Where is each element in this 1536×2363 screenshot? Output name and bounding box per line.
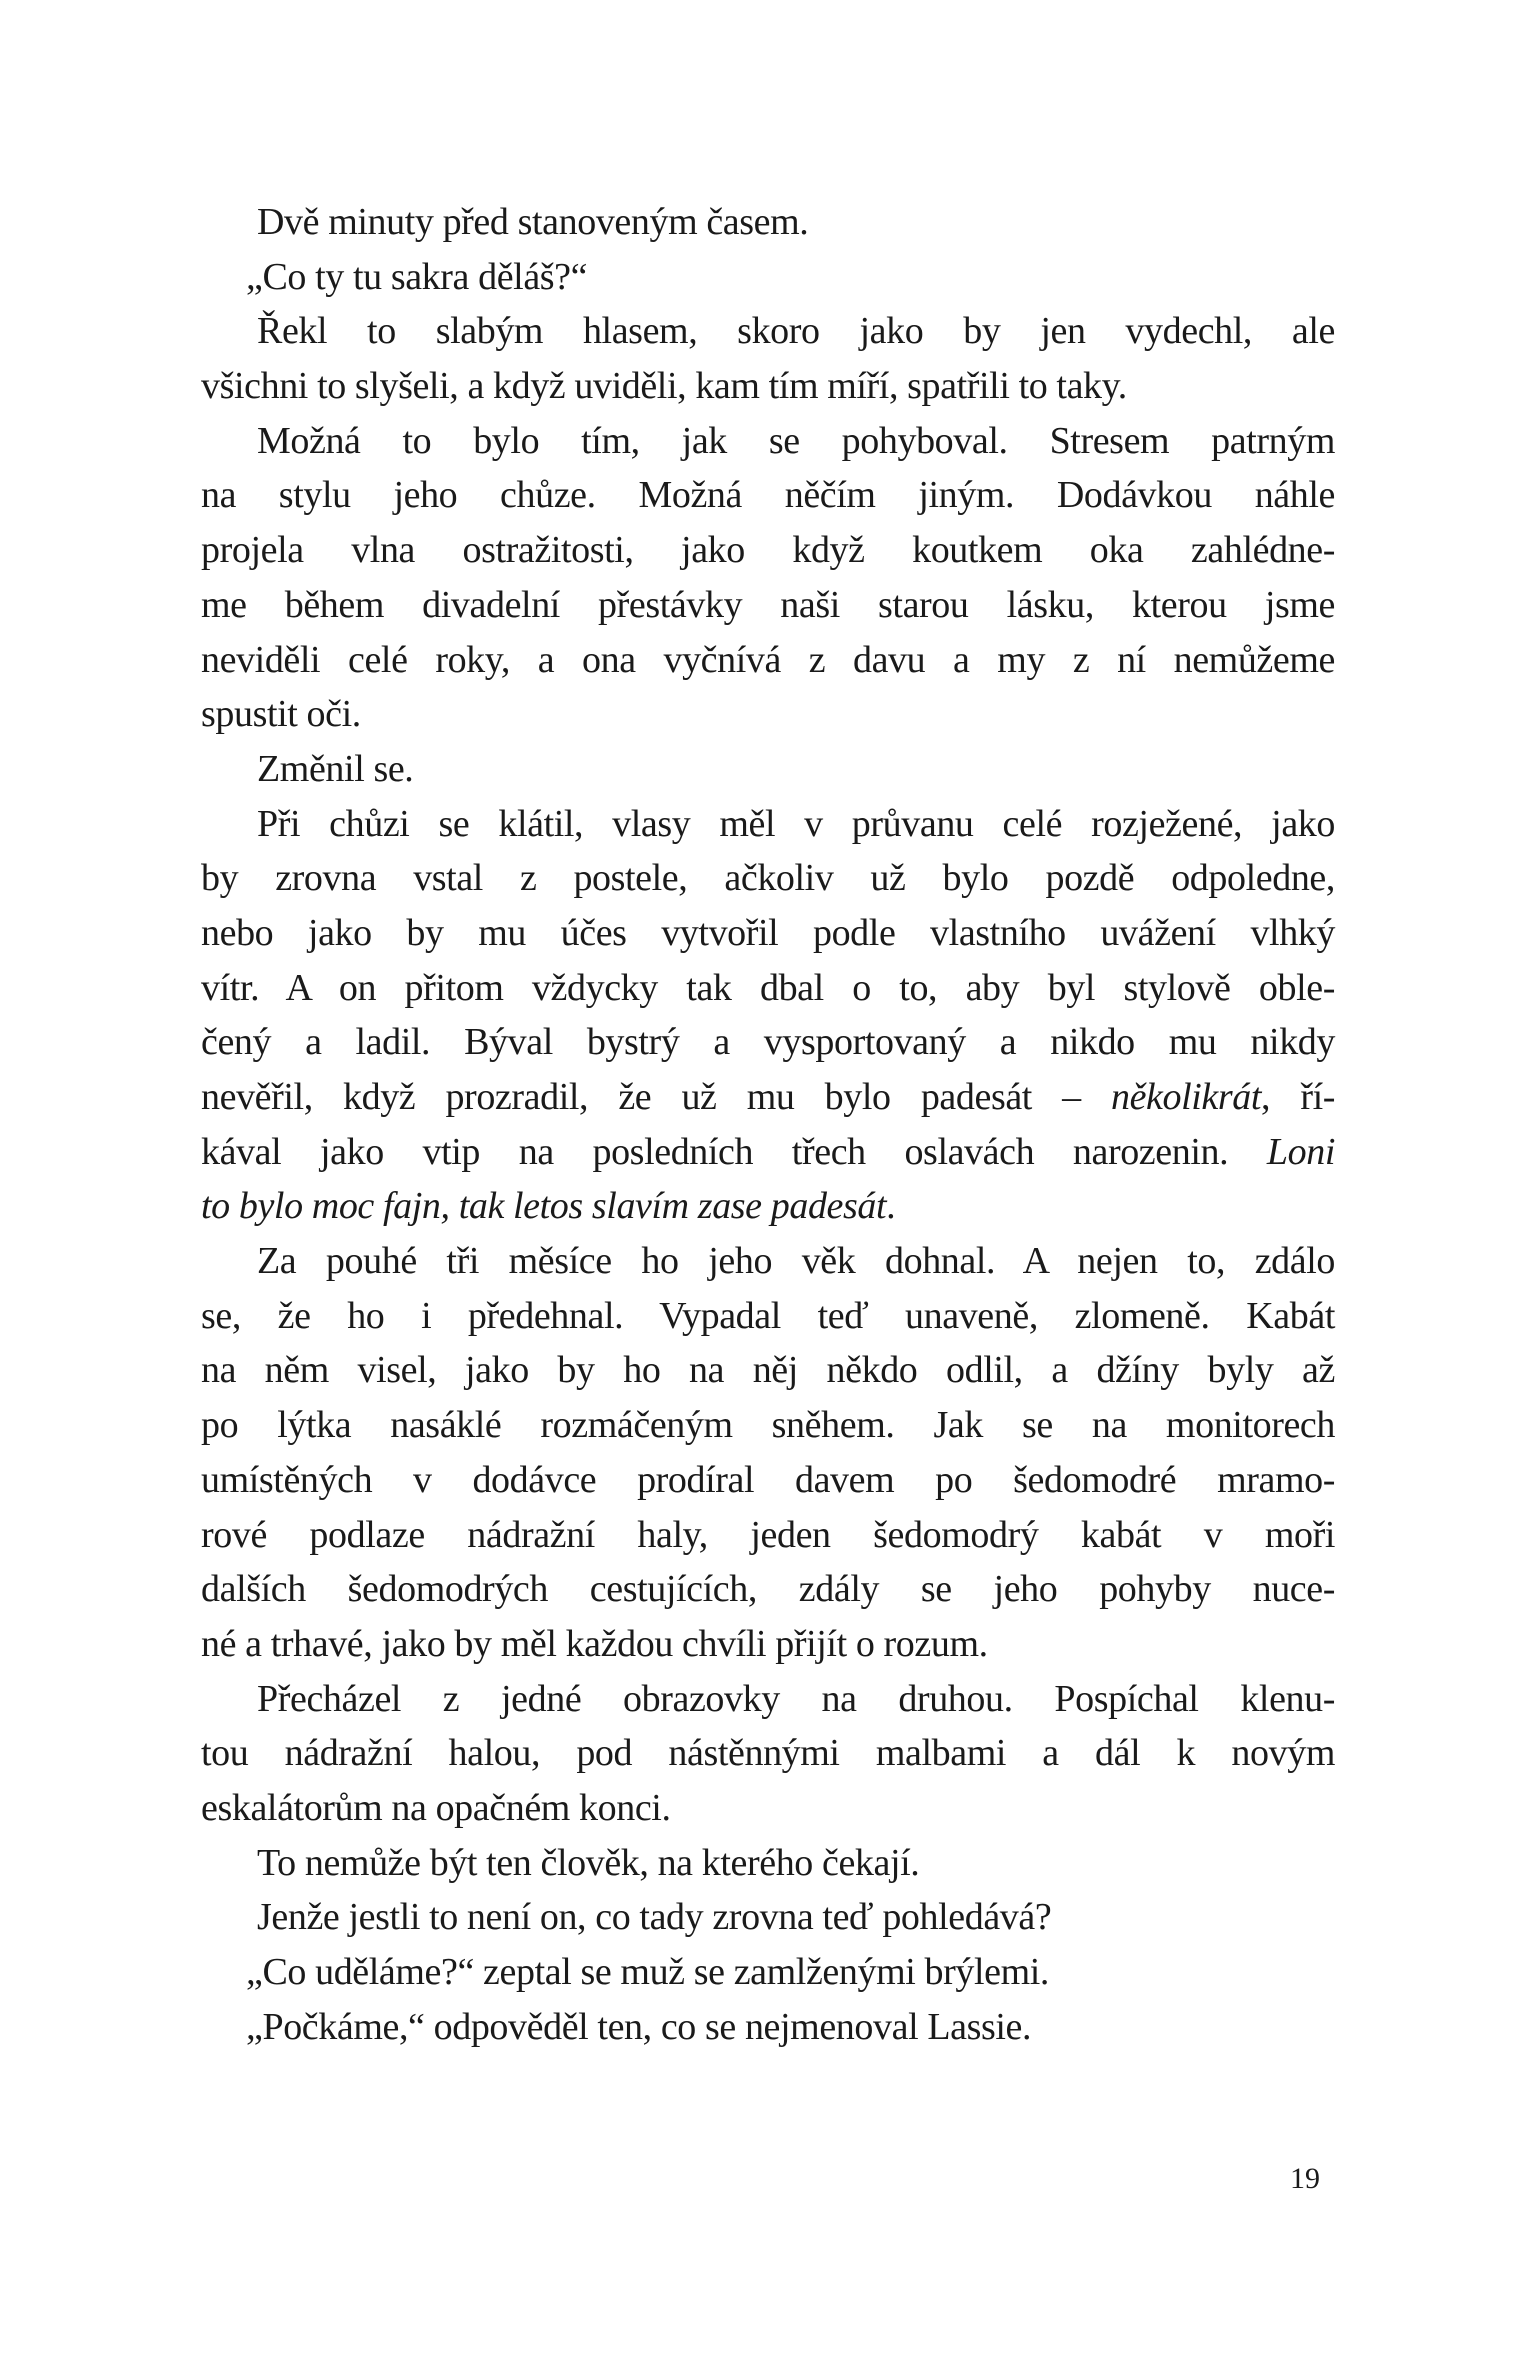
text-line: eskalátorům na opačném konci.: [201, 1786, 671, 1829]
text-line: Řekl to slabým hlasem, skoro jako by jen vydechl, ale: [257, 310, 1335, 353]
text-line: Přecházel z jedné obrazovky na druhou. Pospíchal klenu-: [257, 1677, 1335, 1720]
text-line: „Co uděláme?“ zeptal se muž se zamlženými brýlemi.: [246, 1951, 1049, 1993]
italic-run: Loni: [1266, 1130, 1335, 1173]
text-line: me během divadelní přestávky naši starou lásku, kterou jsme: [201, 583, 1335, 626]
body-text: [201, 195, 1335, 2054]
text-line-mixed: [201, 1179, 1335, 1234]
text-line: umístěných v dodávce prodíral davem po šedomodré mramo-: [201, 1458, 1335, 1501]
page-number: 19: [1290, 2162, 1320, 2195]
text-line: spustit oči.: [201, 693, 361, 736]
text-line: To nemůže být ten člověk, na kterého čekají.: [257, 1841, 920, 1884]
text-line: Za pouhé tři měsíce ho jeho věk dohnal. A nejen to, zdálo: [257, 1240, 1335, 1283]
text-line-mixed: [201, 1125, 1335, 1180]
text-line: Změnil se.: [257, 747, 414, 790]
text-run: kával jako vtip na posledních třech oslavách narozenin.: [201, 1130, 1267, 1173]
text-line: rové podlaze nádražní haly, jeden šedomodrý kabát v moři: [201, 1513, 1335, 1556]
text-run: .: [886, 1185, 896, 1228]
text-line: projela vlna ostražitosti, jako když koutkem oka zahlédne-: [201, 529, 1335, 572]
text-line: na něm visel, jako by ho na něj někdo odlil, a džíny byly až: [201, 1349, 1335, 1392]
text-line: nebo jako by mu účes vytvořil podle vlastního uvážení vlhký: [201, 911, 1335, 954]
text-line: né a trhavé, jako by měl každou chvíli přijít o rozum.: [201, 1622, 988, 1665]
text-line: Možná to bylo tím, jak se pohyboval. Stresem patrným: [257, 419, 1335, 462]
text-line: Dvě minuty před stanoveným časem.: [257, 201, 809, 243]
italic-run: několikrát: [1110, 1076, 1262, 1118]
text-line: po lýtka nasáklé rozmáčeným sněhem. Jak se na monitorech: [201, 1404, 1335, 1447]
text-line: „Co ty tu sakra děláš?“: [246, 255, 588, 298]
text-run: , ří-: [1261, 1076, 1335, 1118]
text-line: čený a ladil. Býval bystrý a vysportovaný a nikdo mu nikdy: [201, 1021, 1335, 1064]
text-line: všichni to slyšeli, a když uviděli, kam tím míří, spatřili to taky.: [201, 365, 1127, 408]
text-run: nevěřil, když prozradil, že už mu bylo padesát –: [201, 1076, 1111, 1118]
text-line: na stylu jeho chůze. Možná něčím jiným. Dodávkou náhle: [201, 474, 1335, 517]
text-line: vítr. A on přitom vždycky tak dbal o to, aby byl stylově oble-: [201, 966, 1335, 1009]
text-line: Při chůzi se klátil, vlasy měl v průvanu celé rozježené, jako: [257, 802, 1335, 845]
text-line: by zrovna vstal z postele, ačkoliv už bylo pozdě odpoledne,: [201, 857, 1335, 900]
italic-run: to bylo moc fajn, tak letos slavím zase padesát: [201, 1185, 887, 1228]
text-line-mixed: [201, 1070, 1335, 1125]
text-line: Jenže jestli to není on, co tady zrovna teď pohledává?: [257, 1896, 1052, 1939]
text-line: se, že ho i předehnal. Vypadal teď unaveně, zlomeně. Kabát: [201, 1294, 1335, 1337]
text-line: tou nádražní halou, pod nástěnnými malbami a dál k novým: [201, 1732, 1335, 1775]
text-line: „Počkáme,“ odpověděl ten, co se nejmenoval Lassie.: [246, 2005, 1032, 2048]
text-line: neviděli celé roky, a ona vyčnívá z davu a my z ní nemůžeme: [201, 638, 1335, 681]
text-line: dalších šedomodrých cestujících, zdály se jeho pohyby nuce-: [201, 1568, 1335, 1611]
